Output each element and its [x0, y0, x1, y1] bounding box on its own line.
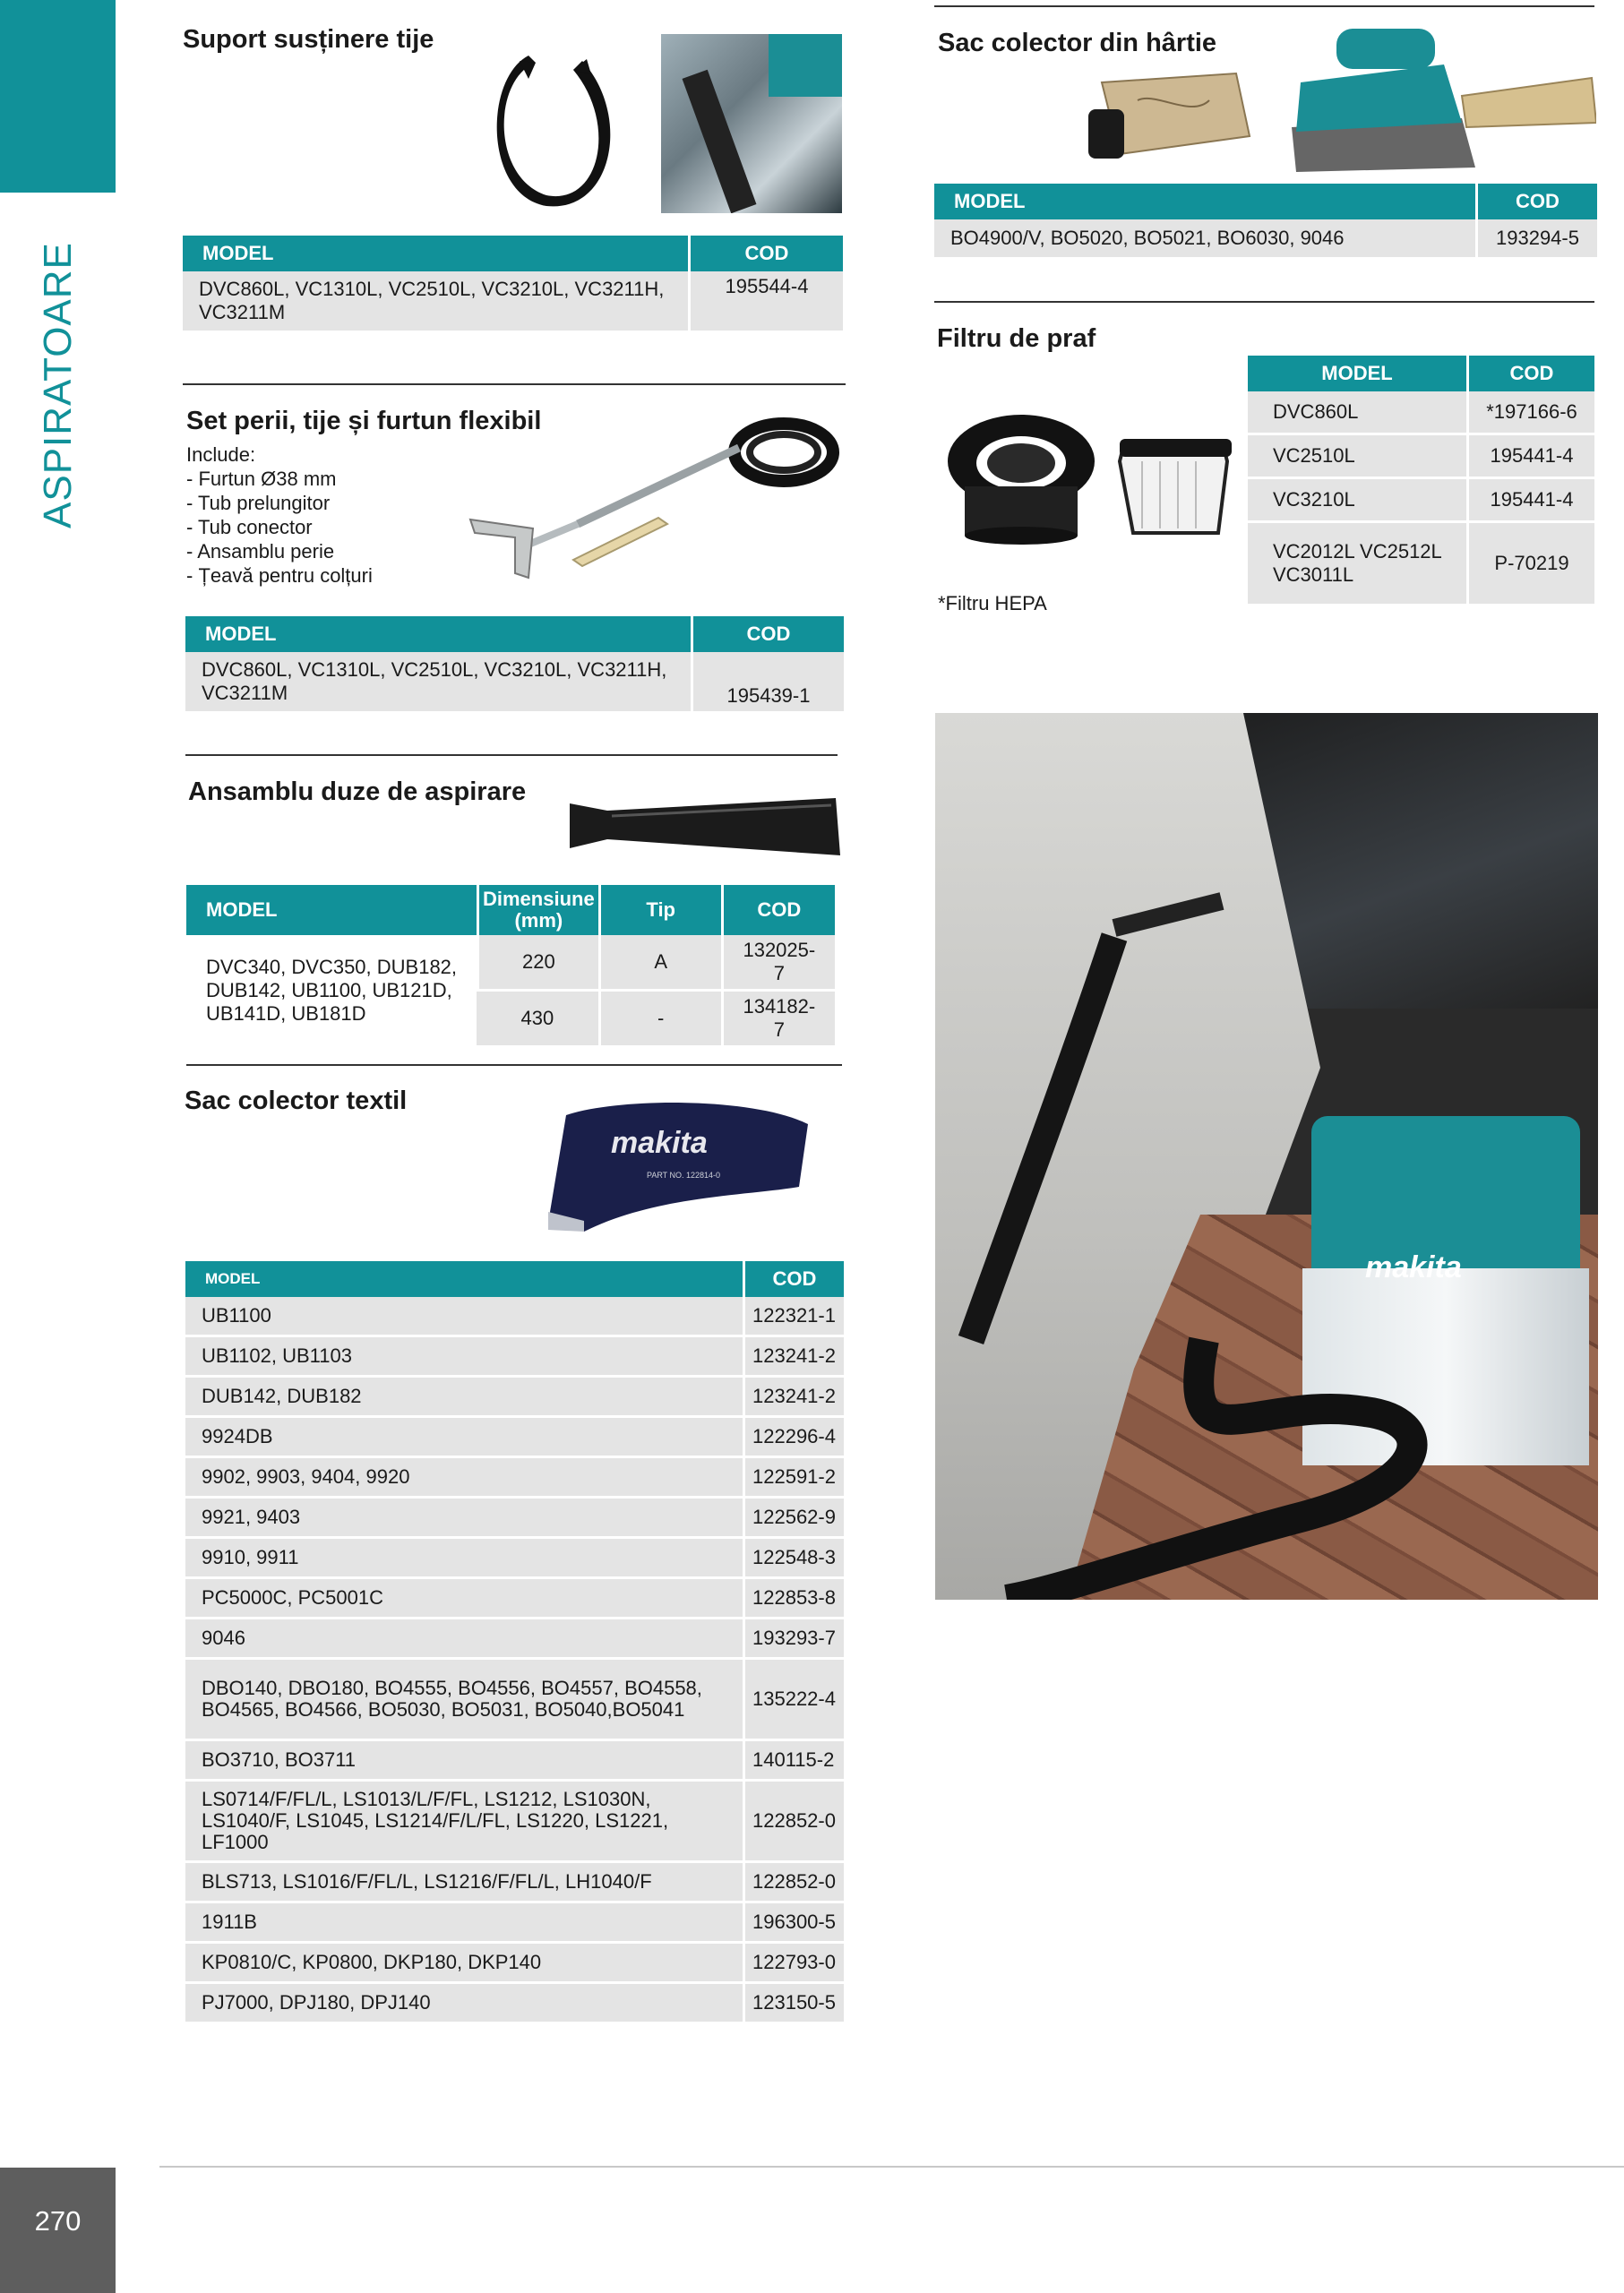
- sac-textil-table: [185, 1261, 844, 2024]
- filtru-header-model: MODEL: [1248, 356, 1466, 391]
- duze-cod: 132025-7: [721, 935, 835, 992]
- sac-textil-cod: 140115-2: [743, 1741, 844, 1782]
- footer-divider: [159, 2166, 1624, 2168]
- page-number: 270: [34, 2205, 82, 2237]
- filtru-cod: P-70219: [1466, 523, 1594, 606]
- table-row: [185, 1903, 844, 1944]
- vacuum-detail-photo: [661, 34, 842, 213]
- set-perii-model: DVC860L, VC1310L, VC2510L, VC3210L, VC3211H, VC3211M: [185, 652, 691, 714]
- include-line: Include:: [186, 443, 256, 466]
- sac-textil-cod: 193293-7: [743, 1619, 844, 1660]
- sac-hartie-model: BO4900/V, BO5020, BO5021, BO6030, 9046: [934, 219, 1475, 260]
- table-row: [185, 1337, 844, 1378]
- table-row: [185, 1660, 844, 1741]
- sac-hartie-cod: 193294-5: [1475, 219, 1597, 260]
- duze-model: DVC340, DVC350, DUB182, DUB142, UB1100, UB121D, UB141D, UB181D: [186, 935, 477, 1048]
- filtru-model: VC2012L VC2512L VC3011L: [1248, 523, 1466, 606]
- filtru-note: *Filtru HEPA: [938, 592, 1047, 614]
- sac-textil-cod: 196300-5: [743, 1903, 844, 1944]
- makita-logo: makita: [611, 1126, 708, 1160]
- sac-hartie-table: [934, 184, 1597, 260]
- photo-makita-logo: makita: [1365, 1250, 1462, 1284]
- sac-textil-cod: 123241-2: [743, 1337, 844, 1378]
- duze-dim: 220: [477, 935, 598, 992]
- sac-textil-cod: 122548-3: [743, 1539, 844, 1579]
- sac-textil-cod: 122852-0: [743, 1782, 844, 1863]
- sac-textil-cod: 122852-0: [743, 1863, 844, 1903]
- suport-header-model: MODEL: [183, 236, 688, 271]
- paper-bag-image: [1084, 64, 1254, 163]
- sac-textil-model: LS0714/F/FL/L, LS1013/L/F/FL, LS1212, LS1030N, LS1040/F, LS1045, LS1214/F/L/FL, LS1220, LS1221, LF1000: [185, 1782, 743, 1863]
- filtru-model: DVC860L: [1248, 391, 1466, 435]
- brush-hose-set-image: [461, 412, 846, 591]
- dust-bag-image: [548, 1097, 808, 1232]
- table-row: [185, 1458, 844, 1499]
- set-perii-cod: 195439-1: [691, 652, 844, 714]
- table-row: [186, 935, 835, 992]
- filtru-model: VC3210L: [1248, 479, 1466, 523]
- sac-textil-cod: 122562-9: [743, 1499, 844, 1539]
- filtru-cod: 195441-4: [1466, 479, 1594, 523]
- suport-title: Suport susținere tije: [183, 25, 434, 54]
- bag-part-print: PART NO. 122814-0: [647, 1171, 721, 1180]
- table-row: [185, 1619, 844, 1660]
- vacuum-in-use-photo: [935, 713, 1598, 1600]
- table-row: [185, 1944, 844, 1984]
- duze-dim: 430: [477, 992, 598, 1048]
- suport-header-cod: COD: [688, 236, 843, 271]
- sac-textil-cod: 123241-2: [743, 1378, 844, 1418]
- duze-header-cod: COD: [721, 885, 835, 935]
- side-tab-block: [0, 0, 116, 193]
- suport-cod: 195544-4: [688, 271, 843, 333]
- include-line: - Tub conector: [186, 516, 313, 538]
- include-line: - Furtun Ø38 mm: [186, 468, 337, 490]
- sac-textil-model: PJ7000, DPJ180, DPJ140: [185, 1984, 743, 2024]
- sac-textil-model: UB1102, UB1103: [185, 1337, 743, 1378]
- sac-textil-model: 9924DB: [185, 1418, 743, 1458]
- table-row: [1248, 391, 1594, 435]
- table-row: [185, 1782, 844, 1863]
- table-row: [934, 219, 1597, 260]
- duze-table: [186, 885, 835, 1048]
- sac-hartie-header-cod: COD: [1475, 184, 1597, 219]
- section-divider: [934, 301, 1594, 303]
- sac-textil-header-cod: COD: [743, 1261, 844, 1297]
- sac-hartie-title: Sac colector din hârtie: [938, 29, 1217, 57]
- sac-textil-model: KP0810/C, KP0800, DKP180, DKP140: [185, 1944, 743, 1984]
- table-row: [1248, 479, 1594, 523]
- sac-textil-title: Sac colector textil: [185, 1086, 408, 1115]
- set-perii-header-model: MODEL: [185, 616, 691, 652]
- table-row: [185, 1418, 844, 1458]
- table-row: [185, 1297, 844, 1337]
- table-row: [185, 1539, 844, 1579]
- duze-header-tip: Tip: [598, 885, 721, 935]
- sac-textil-model: 9902, 9903, 9404, 9920: [185, 1458, 743, 1499]
- set-perii-header-cod: COD: [691, 616, 844, 652]
- sac-textil-header-model: MODEL: [185, 1261, 743, 1297]
- nozzle-image: [563, 793, 842, 861]
- set-perii-includes: [186, 442, 373, 588]
- sac-textil-cod: 122296-4: [743, 1418, 844, 1458]
- sac-textil-cod: 122321-1: [743, 1297, 844, 1337]
- filtru-table: [1248, 356, 1594, 606]
- set-perii-title: Set perii, tije și furtun flexibil: [186, 407, 542, 435]
- table-row: [185, 1984, 844, 2024]
- pleated-filter-image: [1115, 434, 1233, 537]
- sac-textil-model: 9910, 9911: [185, 1539, 743, 1579]
- table-row: [185, 1863, 844, 1903]
- sac-hartie-header-model: MODEL: [934, 184, 1475, 219]
- duze-cod: 134182-7: [721, 992, 835, 1048]
- sac-textil-cod: 122591-2: [743, 1458, 844, 1499]
- sac-textil-cod: 135222-4: [743, 1660, 844, 1741]
- side-section-title: ASPIRATOARE: [36, 242, 80, 528]
- sac-textil-model: DBO140, DBO180, BO4555, BO4556, BO4557, BO4558, BO4565, BO4566, BO5030, BO5031, BO5040,BO5041: [185, 1660, 743, 1741]
- filtru-model: VC2510L: [1248, 435, 1466, 479]
- include-line: - Țeavă pentru colțuri: [186, 564, 373, 587]
- table-row: [1248, 435, 1594, 479]
- filtru-cod: 195441-4: [1466, 435, 1594, 479]
- sac-textil-model: 9046: [185, 1619, 743, 1660]
- sac-textil-model: UB1100: [185, 1297, 743, 1337]
- sac-textil-model: PC5000C, PC5001C: [185, 1579, 743, 1619]
- filtru-cod: *197166-6: [1466, 391, 1594, 435]
- clamp-image: [484, 52, 618, 213]
- sac-textil-model: 1911B: [185, 1903, 743, 1944]
- table-row: [1248, 523, 1594, 606]
- include-line: - Ansamblu perie: [186, 540, 335, 563]
- sac-textil-cod: 122793-0: [743, 1944, 844, 1984]
- sac-textil-model: BLS713, LS1016/F/FL/L, LS1216/F/FL/L, LH1040/F: [185, 1863, 743, 1903]
- suport-table: [183, 236, 843, 333]
- duze-title: Ansamblu duze de aspirare: [188, 777, 527, 806]
- section-divider: [183, 383, 846, 385]
- section-divider: [186, 1064, 842, 1066]
- section-divider: [934, 5, 1594, 7]
- duze-tip: -: [598, 992, 721, 1048]
- filtru-title: Filtru de praf: [937, 324, 1096, 353]
- sac-textil-model: 9921, 9403: [185, 1499, 743, 1539]
- sac-textil-cod: 122853-8: [743, 1579, 844, 1619]
- hepa-filter-image: [945, 408, 1097, 546]
- section-divider: [185, 754, 838, 756]
- table-row: [185, 1741, 844, 1782]
- table-row: [185, 1378, 844, 1418]
- table-row: [185, 1579, 844, 1619]
- include-line: - Tub prelungitor: [186, 492, 331, 514]
- set-perii-table: [185, 616, 844, 714]
- sac-textil-cod: 123150-5: [743, 1984, 844, 2024]
- table-row: [185, 1499, 844, 1539]
- sac-textil-model: BO3710, BO3711: [185, 1741, 743, 1782]
- table-row: [185, 652, 844, 714]
- duze-header-dim: Dimensiune (mm): [477, 885, 598, 935]
- duze-header-model: MODEL: [186, 885, 477, 935]
- table-row: [183, 271, 843, 333]
- suport-model: DVC860L, VC1310L, VC2510L, VC3210L, VC3211H, VC3211M: [183, 271, 688, 333]
- filtru-header-cod: COD: [1466, 356, 1594, 391]
- sac-textil-model: DUB142, DUB182: [185, 1378, 743, 1418]
- sander-image: [1283, 20, 1596, 172]
- duze-tip: A: [598, 935, 721, 992]
